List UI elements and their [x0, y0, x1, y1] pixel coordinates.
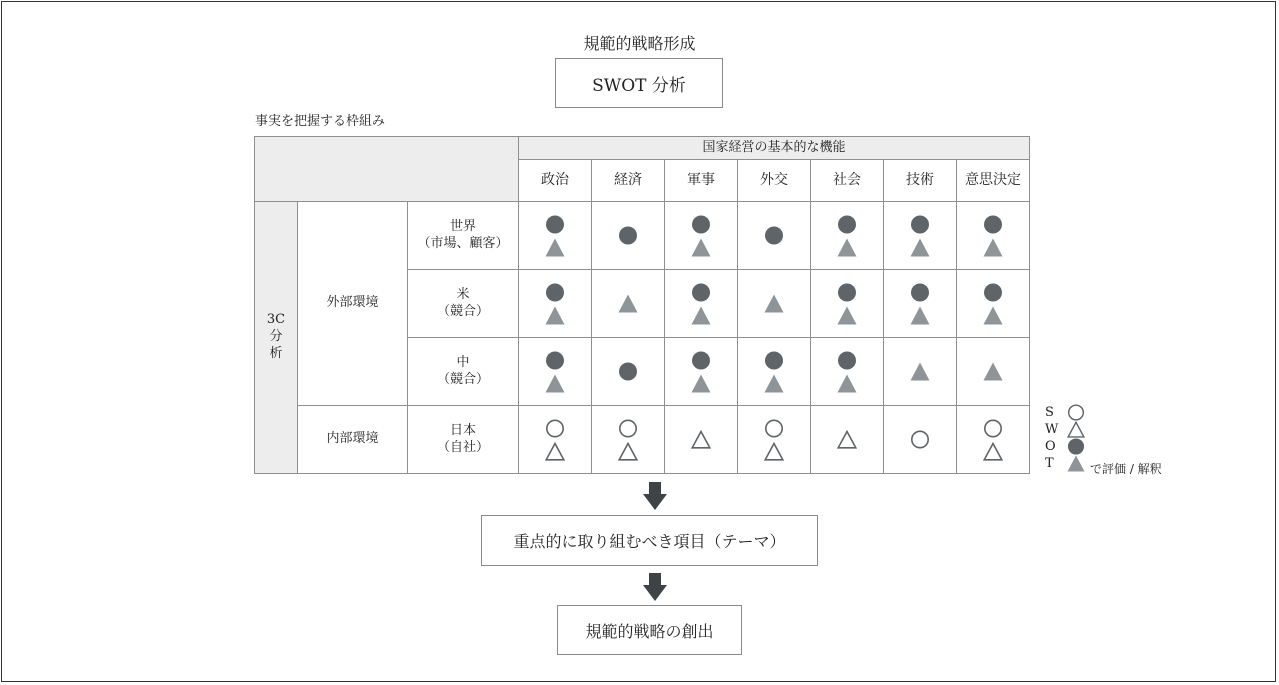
filled-circle-icon	[983, 283, 1003, 302]
matrix-cell	[519, 202, 592, 270]
open-triangle-icon	[764, 442, 784, 461]
filled-circle-icon	[545, 215, 565, 234]
legend-row	[1045, 455, 1085, 471]
column-header: 経済	[592, 160, 665, 202]
matrix-cell	[957, 338, 1030, 406]
cell-marks	[665, 283, 737, 325]
matrix-cell	[592, 270, 665, 338]
cell-marks	[592, 294, 664, 313]
matrix-cell	[811, 202, 884, 270]
cell-marks	[811, 430, 883, 449]
legend-note: で評価 / 解釈	[1090, 462, 1162, 476]
filled-circle-icon	[545, 351, 565, 370]
down-arrow-icon	[643, 482, 667, 510]
filled-triangle-icon	[837, 238, 857, 257]
filled-circle-icon	[691, 351, 711, 370]
swot-box	[555, 58, 723, 108]
open-circle-icon	[618, 419, 638, 438]
column-header: 軍事	[665, 160, 738, 202]
filled-triangle-icon	[983, 238, 1003, 257]
row-label-line: （市場、顧客）	[417, 235, 509, 251]
row-label	[408, 338, 519, 406]
matrix-cell	[665, 270, 738, 338]
filled-triangle-icon	[545, 374, 565, 393]
side-label-line: 3C	[266, 312, 286, 328]
cell-marks	[811, 351, 883, 393]
matrix-cell	[519, 270, 592, 338]
cell-marks	[665, 215, 737, 257]
row-label-line: 中	[456, 354, 470, 370]
matrix-cell	[957, 406, 1030, 474]
open-circle-icon	[910, 430, 930, 449]
filled-triangle-icon	[545, 306, 565, 325]
matrix-cell	[884, 338, 957, 406]
cell-marks	[884, 283, 956, 325]
filled-triangle-icon	[837, 374, 857, 393]
matrix-cell	[811, 406, 884, 474]
filled-triangle-icon	[1067, 455, 1085, 472]
filled-triangle-icon	[764, 294, 784, 313]
section-label: 事実を把握する枠組み	[255, 114, 386, 129]
side-label-3c	[255, 202, 298, 474]
legend-row	[1045, 438, 1085, 454]
filled-triangle-icon	[910, 306, 930, 325]
row-label-line: 世界	[449, 218, 476, 234]
matrix-cell	[884, 406, 957, 474]
cell-marks	[592, 362, 664, 381]
matrix-cell	[665, 202, 738, 270]
cell-marks	[957, 419, 1029, 461]
legend-row	[1045, 421, 1085, 437]
filled-circle-icon	[764, 226, 784, 245]
final-box	[557, 605, 742, 655]
table-row	[255, 406, 1030, 474]
matrix-cell	[519, 338, 592, 406]
column-header: 技術	[884, 160, 957, 202]
internal-env-label: 内部環境	[298, 406, 408, 474]
filled-circle-icon	[1067, 438, 1085, 455]
matrix-cell	[884, 270, 957, 338]
matrix-cell	[519, 406, 592, 474]
filled-circle-icon	[910, 215, 930, 234]
side-label-line: 析	[269, 345, 283, 361]
filled-circle-icon	[618, 226, 638, 245]
table-row	[255, 202, 1030, 270]
matrix-cell	[811, 270, 884, 338]
cell-marks	[738, 351, 810, 393]
matrix-cell	[957, 270, 1030, 338]
filled-circle-icon	[837, 351, 857, 370]
cell-marks	[884, 362, 956, 381]
swot-box-label: SWOT 分析	[592, 75, 686, 96]
filled-circle-icon	[618, 362, 638, 381]
legend-letter: T	[1045, 455, 1054, 471]
filled-triangle-icon	[618, 294, 638, 313]
matrix-cell	[811, 338, 884, 406]
filled-triangle-icon	[983, 306, 1003, 325]
cell-marks	[665, 351, 737, 393]
matrix-cell	[665, 338, 738, 406]
open-triangle-icon	[545, 442, 565, 461]
functions-header: 国家経営の基本的な機能	[519, 137, 1030, 160]
theme-box-label: 重点的に取り組むべき項目（テーマ）	[513, 532, 786, 551]
row-label-line: 米	[456, 286, 470, 302]
column-header: 外交	[738, 160, 811, 202]
matrix-cell	[738, 270, 811, 338]
cell-marks	[519, 419, 591, 461]
filled-triangle-icon	[691, 374, 711, 393]
row-label-line: （競合）	[436, 303, 489, 319]
cell-marks	[592, 226, 664, 245]
legend-letter: W	[1045, 421, 1059, 437]
cell-marks	[811, 283, 883, 325]
filled-triangle-icon	[545, 238, 565, 257]
matrix-cell	[665, 406, 738, 474]
final-box-label: 規範的戦略の創出	[585, 621, 714, 641]
cell-marks	[811, 215, 883, 257]
filled-circle-icon	[837, 283, 857, 302]
open-triangle-icon	[618, 442, 638, 461]
filled-triangle-icon	[910, 362, 930, 381]
open-circle-icon	[983, 419, 1003, 438]
matrix-cell	[738, 338, 811, 406]
filled-circle-icon	[691, 283, 711, 302]
filled-triangle-icon	[691, 238, 711, 257]
row-label-line: （自社）	[436, 439, 489, 455]
cell-marks	[592, 419, 664, 461]
filled-triangle-icon	[983, 362, 1003, 381]
filled-circle-icon	[983, 215, 1003, 234]
open-triangle-icon	[691, 430, 711, 449]
open-triangle-icon	[983, 442, 1003, 461]
matrix-cell	[592, 338, 665, 406]
swot-matrix	[254, 136, 1030, 474]
cell-marks	[957, 215, 1029, 257]
column-header: 政治	[519, 160, 592, 202]
column-header: 社会	[811, 160, 884, 202]
cell-marks	[738, 226, 810, 245]
column-header: 意思決定	[957, 160, 1030, 202]
down-arrow-icon	[643, 573, 667, 601]
legend-row	[1045, 404, 1085, 420]
matrix-cell	[957, 202, 1030, 270]
row-label-line: （競合）	[436, 371, 489, 387]
corner-cell	[255, 137, 519, 202]
matrix-cell	[884, 202, 957, 270]
row-label	[408, 270, 519, 338]
filled-triangle-icon	[910, 238, 930, 257]
open-triangle-icon	[837, 430, 857, 449]
external-env-label: 外部環境	[298, 202, 408, 406]
cell-marks	[957, 283, 1029, 325]
matrix-cell	[592, 202, 665, 270]
cell-marks	[665, 430, 737, 449]
side-label-line: 分	[269, 329, 283, 345]
filled-triangle-icon	[837, 306, 857, 325]
row-label-line: 日本	[449, 422, 476, 438]
filled-circle-icon	[764, 351, 784, 370]
cell-marks	[519, 283, 591, 325]
filled-circle-icon	[545, 283, 565, 302]
top-title: 規範的戦略形成	[583, 34, 696, 53]
filled-circle-icon	[691, 215, 711, 234]
theme-box	[481, 515, 818, 566]
row-label	[408, 202, 519, 270]
cell-marks	[884, 430, 956, 449]
filled-triangle-icon	[691, 306, 711, 325]
matrix-cell	[592, 406, 665, 474]
cell-marks	[519, 351, 591, 393]
open-circle-icon	[1067, 404, 1085, 421]
cell-marks	[738, 294, 810, 313]
open-triangle-icon	[1067, 421, 1085, 438]
cell-marks	[738, 419, 810, 461]
row-label	[408, 406, 519, 474]
open-circle-icon	[545, 419, 565, 438]
filled-triangle-icon	[764, 374, 784, 393]
open-circle-icon	[764, 419, 784, 438]
legend-letter: O	[1045, 438, 1056, 454]
filled-circle-icon	[910, 283, 930, 302]
cell-marks	[519, 215, 591, 257]
matrix-cell	[738, 406, 811, 474]
matrix-cell	[738, 202, 811, 270]
filled-circle-icon	[837, 215, 857, 234]
cell-marks	[884, 215, 956, 257]
legend-letter: S	[1045, 404, 1054, 420]
cell-marks	[957, 362, 1029, 381]
